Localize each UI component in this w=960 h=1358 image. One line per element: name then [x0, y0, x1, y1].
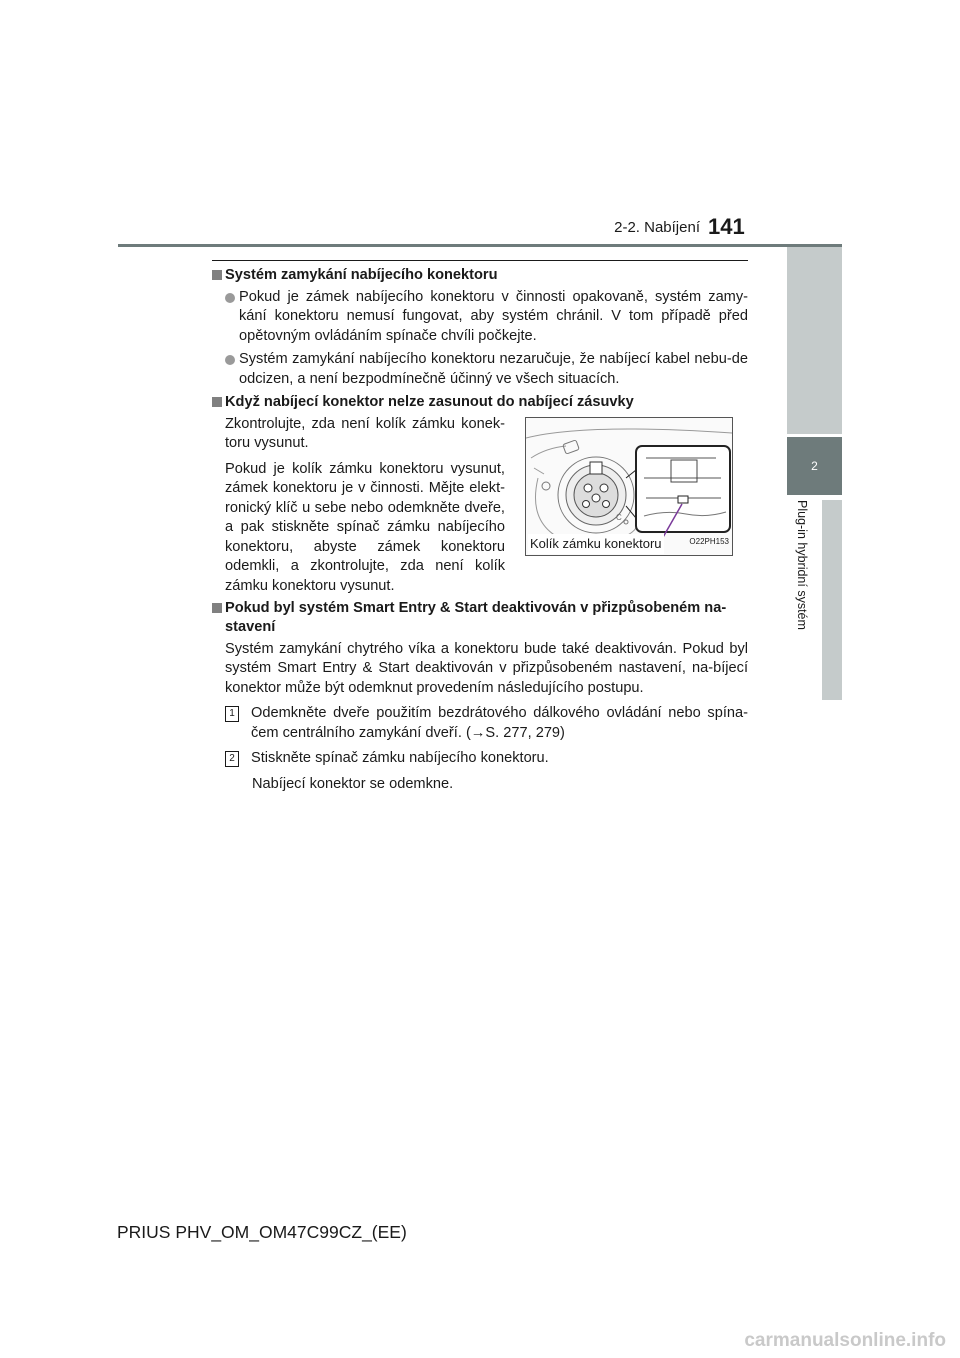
- section-heading-cannot-insert: Když nabíjecí konektor nelze zasunout do nabíjecí zásuvky: [212, 393, 748, 413]
- paragraph: Zkontrolujte, zda není kolík zámku konek-toru vysunut.: [225, 415, 505, 451]
- connector-lock-pin-illustration: [525, 417, 733, 556]
- bullet-dot-icon: [225, 355, 235, 365]
- figure-caption: Kolík zámku konektoru: [528, 534, 664, 554]
- side-tab-lower-bar: [822, 500, 842, 700]
- document-id: PRIUS PHV_OM_OM47C99CZ_(EE): [117, 1222, 407, 1242]
- header-rule: [118, 244, 842, 247]
- paragraph: Pokud je kolík zámku konektoru vysunut, zámek konektoru je v činnosti. Mějte elekt-ronický klíč u sebe nebo odemkněte dveře, a pak stiskněte spínač zámku nabíjecího konektoru, abyste zámek konektoru odemkli, a zkontrolujte, zda není kolík zámku konektoru vysunut.: [225, 460, 505, 594]
- page-number: 141: [708, 214, 745, 239]
- header-section-title: 2-2. Nabíjení: [614, 219, 700, 236]
- chapter-tab[interactable]: [787, 437, 842, 495]
- chapter-title: Plug-in hybridní systém: [795, 500, 809, 630]
- heading-square-icon: [212, 270, 222, 280]
- side-tab-upper-bar: [787, 247, 842, 434]
- page-content: [212, 266, 748, 794]
- svg-text:C: C: [616, 512, 622, 522]
- figure-block: [212, 415, 748, 593]
- paragraph: Systém zamykání chytrého víka a konektoru bude také deaktivován. Pokud byl systém Smart Entry & Start deaktivován v přizpůsobeném nastavení, na-bíjecí konektor může být odemknut provedením následujícího postupu.: [225, 640, 748, 696]
- bullet-item: Pokud je zámek nabíjecího konektoru v činnosti opakovaně, systém zamy-kání konektoru nemusí fungovat, aby systém chránil. V tom případě před opětovným ovládáním spínače chvíli počkejte.: [225, 288, 748, 347]
- figure-code: O22PH153: [689, 537, 729, 546]
- heading-square-icon: [212, 397, 222, 407]
- step-number-box: 2: [225, 751, 239, 767]
- step-item: 1 Odemkněte dveře použitím bezdrátového dálkového ovládání nebo spína-čem centrálního zamykání dveří. (→S. 277, 279): [225, 704, 748, 743]
- watermark: carmanualsonline.info: [744, 1330, 946, 1351]
- heading-square-icon: [212, 603, 222, 613]
- step-item: 2 Stiskněte spínač zámku nabíjecího konektoru.: [225, 749, 748, 769]
- content-top-rule: [212, 260, 748, 261]
- figure-side-text: [225, 415, 505, 603]
- bullet-item: Systém zamykání nabíjecího konektoru nezaručuje, že nabíjecí kabel nebu-de odcizen, a není bezpodmínečně účinný ve všech situacích.: [225, 350, 748, 389]
- chapter-number: 2: [811, 459, 818, 473]
- section-heading-lock-system: Systém zamykání nabíjecího konektoru: [212, 266, 748, 286]
- step-number-box: 1: [225, 706, 239, 722]
- bullet-dot-icon: [225, 293, 235, 303]
- section-heading-smart-entry: Pokud byl systém Smart Entry & Start deaktivován v přizpůsobeném na-stavení: [212, 599, 748, 638]
- step-result: Nabíjecí konektor se odemkne.: [252, 775, 454, 792]
